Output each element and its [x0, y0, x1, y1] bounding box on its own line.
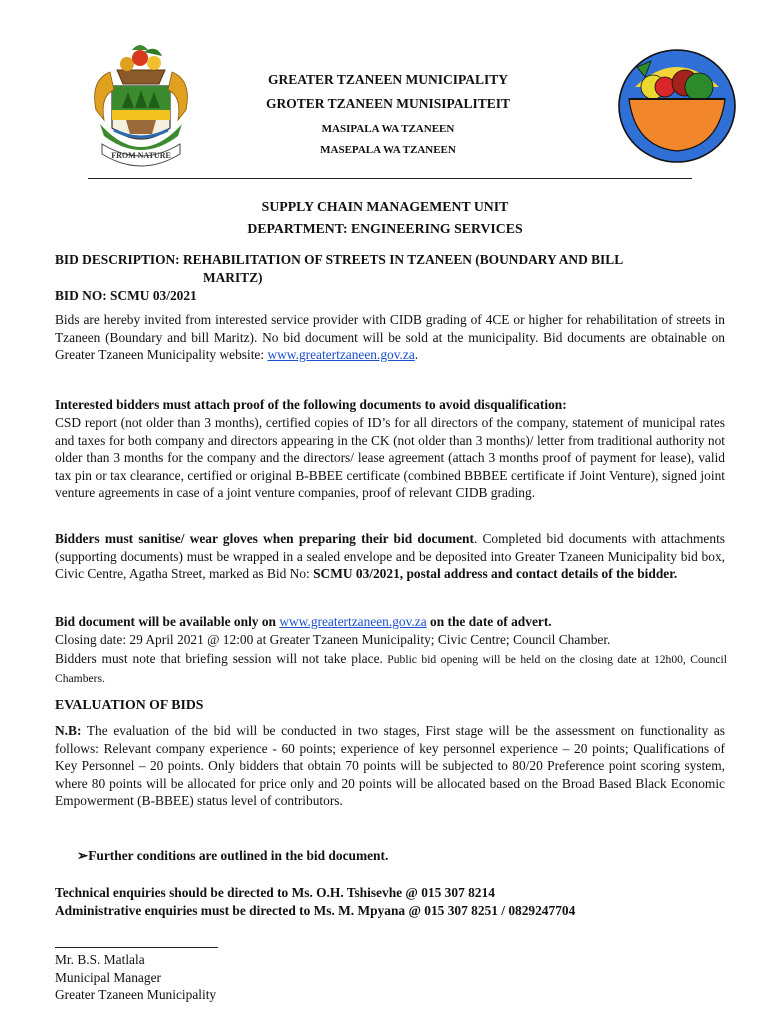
bid-description-continued: MARITZ) [203, 270, 263, 285]
municipality-name-sepedi: MASEPALA WA TZANEEN [320, 144, 456, 156]
sanitise-paragraph [55, 530, 725, 583]
fruit-bowl-logo [615, 47, 739, 165]
technical-enquiries: Technical enquiries should be directed to Ms. O.H. Tshisevhe @ 015 307 8214 [55, 885, 495, 900]
signatory-name: Mr. B.S. Matlala [55, 952, 145, 967]
crest-motto: FROM NATURE [111, 151, 171, 160]
availability-website-link[interactable]: www.greatertzaneen.gov.za [279, 614, 427, 629]
signatory-title: Municipal Manager [55, 970, 161, 985]
bid-number: BID NO: SCMU 03/2021 [55, 288, 197, 303]
crest-fruit-basket [117, 45, 165, 84]
availability-line [55, 614, 552, 630]
administrative-enquiries: Administrative enquiries must be directed to Ms. M. Mpyana @ 015 307 8251 / 0829247704 [55, 903, 576, 918]
opening-text: Public bid opening will be held on the closing date at 12h00, Council Chambers. [55, 653, 727, 685]
nb-label: N.B: [55, 723, 82, 738]
signatory-organisation: Greater Tzaneen Municipality [55, 987, 217, 1002]
further-conditions-text: Further conditions are outlined in the bid document. [88, 848, 389, 863]
bullet-arrow-icon: ➢ [77, 848, 89, 863]
evaluation-paragraph [55, 722, 725, 810]
briefing-paragraph [55, 650, 727, 687]
documents-heading: Interested bidders must attach proof of the following documents to avoid disqualification: [55, 397, 567, 412]
sanitise-bold: Bidders must sanitise/ wear gloves when preparing their bid document [55, 531, 474, 546]
bid-intro-text: Bids are hereby invited from interested service provider with CIDB grading of 4CE or higher for rehabilitation of streets in Tzaneen (Boundary and bill Maritz). No bid document will be sold at the municipality. Bid documents are obtainable on Greater Tzaneen Municipality website: [55, 312, 725, 363]
sanitise-bold-end: SCMU 03/2021, postal address and contact details of the bidder. [313, 566, 678, 582]
signature-line [55, 947, 218, 948]
closing-date: Closing date: 29 April 2021 @ 12:00 at Greater Tzaneen Municipality; Civic Centre; Council Chamber. [55, 632, 611, 647]
municipality-name-english: GREATER TZANEEN MUNICIPALITY [267, 72, 509, 87]
bid-description: BID DESCRIPTION: REHABILITATION OF STREETS IN TZANEEN (BOUNDARY AND BILL [55, 252, 624, 267]
further-conditions [77, 848, 388, 864]
bid-intro-paragraph [55, 311, 725, 364]
evaluation-text: The evaluation of the bid will be conducted in two stages, First stage will be the assessment on functionality as follows: Relevant company experience - 60 points; experience of key personnel experience – 20 points; Qualifications of Key Personnel – 20 points. Only bidders that obtain 70 points will be subjected to 80/20 Preference point scoring system, where 80 points will be allocated for price only and 20 points will be allocated based on the Broad Based Black Economic Empowerment (B-BBEE) status level of contributors. [55, 723, 725, 809]
header-divider [88, 178, 692, 179]
availability-bold-start: Bid document will be available only on [55, 614, 280, 629]
availability-bold-end: on the date of advert. [426, 614, 552, 629]
sanitise-text: . Completed bid documents with attachments (supporting documents) must be wrapped in a sealed envelope and be deposited into Greater Tzaneen Municipality bid box, Civic Centre, Agatha Street, marked as Bid No: [55, 531, 726, 582]
department-title: DEPARTMENT: ENGINEERING SERVICES [247, 221, 523, 236]
municipality-name-tsonga: MASIPALA WA TZANEEN [321, 123, 455, 135]
website-suffix: . [414, 347, 419, 363]
website-link[interactable]: www.greatertzaneen.gov.za [267, 347, 415, 363]
evaluation-heading: EVALUATION OF BIDS [55, 697, 204, 712]
municipality-name-afrikaans: GROTER TZANEEN MUNISIPALITEIT [265, 96, 511, 111]
municipal-crest-logo [82, 40, 200, 168]
documents-list-paragraph: CSD report (not older than 3 months), certified copies of ID’s for all directors of the company, statement of municipal rates and taxes for both company and directors appearing in the CK (not older than 3 months)/ letter from traditional authority not older than 3 months for the company and the directors/ lease agreement (attach 3 months proof of payment for lease), valid tax pin or tax clearance, certified or original B-BBEE certificate (combined BBBEE certificate if Joint Venture), signed joint venture agreements in case of a joint venture companies, proof of relevant CIDB grading. [55, 415, 725, 501]
briefing-text: Bidders must note that briefing session will not take place. [55, 651, 383, 666]
unit-title: SUPPLY CHAIN MANAGEMENT UNIT [261, 199, 509, 214]
